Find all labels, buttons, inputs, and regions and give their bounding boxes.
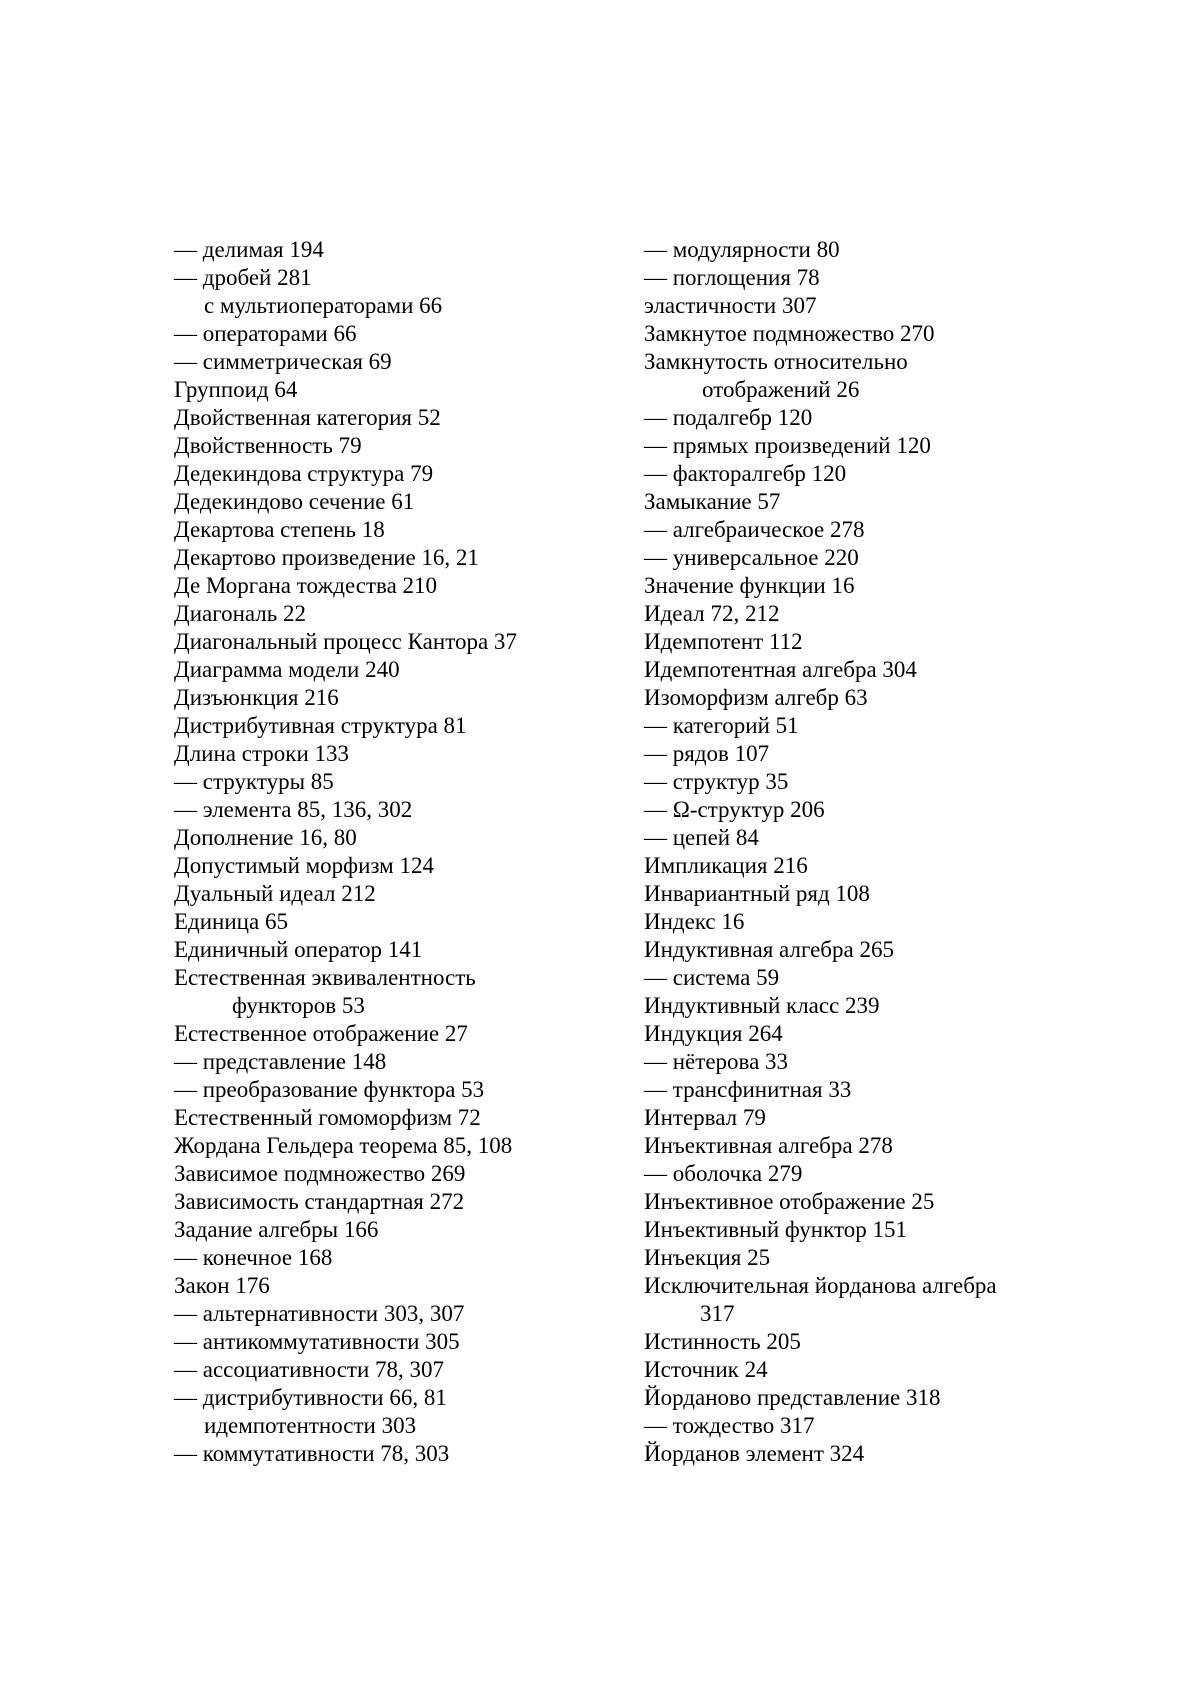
index-entry: отображений 26 — [702, 377, 860, 402]
index-entry: — тождество 317 — [644, 1413, 815, 1438]
index-entry: — рядов 107 — [644, 741, 770, 766]
index-entry: Де Моргана тождества 210 — [174, 573, 438, 598]
index-entry: Длина строки 133 — [174, 741, 350, 766]
index-entry: — ассоциативности 78, 307 — [174, 1357, 445, 1382]
index-entry: — универсальное 220 — [644, 545, 859, 570]
index-entry: — дистрибутивности 66, 81 — [174, 1385, 447, 1410]
index-entry: Идеал 72, 212 — [644, 601, 780, 626]
index-entry: — альтернативности 303, 307 — [174, 1301, 465, 1326]
index-entry: Группоид 64 — [174, 377, 298, 402]
index-entry: Задание алгебры 166 — [174, 1217, 379, 1242]
index-entry: Декартова степень 18 — [174, 517, 385, 542]
index-entry: Декартово произведение 16, 21 — [174, 545, 479, 570]
index-entry: Дедекиндова структура 79 — [174, 461, 434, 486]
index-entry: Значение функции 16 — [644, 573, 855, 598]
index-entry: — антикоммутативности 305 — [174, 1329, 460, 1354]
index-entry: Индуктивный класс 239 — [644, 993, 880, 1018]
index-entry: Жордана Гельдера теорема 85, 108 — [174, 1133, 513, 1158]
index-column-right — [644, 236, 1044, 1468]
index-column-left — [174, 236, 614, 1468]
index-entry: Диаграмма модели 240 — [174, 657, 400, 682]
index-entry: Дизъюнкция 216 — [174, 685, 339, 710]
index-entry: Двойственная категория 52 — [174, 405, 441, 430]
index-entry: Диагональ 22 — [174, 601, 307, 626]
index-entry: Естественный гомоморфизм 72 — [174, 1105, 481, 1130]
index-entry: эластичности 307 — [644, 293, 817, 318]
index-entry: — модулярности 80 — [644, 237, 840, 262]
index-entry: — симметрическая 69 — [174, 349, 392, 374]
index-entry: Интервал 79 — [644, 1105, 766, 1130]
index-entry: Дуальный идеал 212 — [174, 881, 376, 906]
index-entry: — алгебраическое 278 — [644, 517, 865, 542]
index-entry: — факторалгебр 120 — [644, 461, 847, 486]
index-entry: — цепей 84 — [644, 825, 759, 850]
index-entry: Дистрибутивная структура 81 — [174, 713, 467, 738]
index-entry: Идемпотент 112 — [644, 629, 803, 654]
index-entry: Зависимость стандартная 272 — [174, 1189, 465, 1214]
index-entry: — преобразование функтора 53 — [174, 1077, 485, 1102]
index-entry: Импликация 216 — [644, 853, 808, 878]
index-entry: — структуры 85 — [174, 769, 334, 794]
index-entry: Йорданов элемент 324 — [644, 1441, 865, 1466]
index-entry: — оболочка 279 — [644, 1161, 803, 1186]
index-entry: Индуктивная алгебра 265 — [644, 937, 894, 962]
index-entry: Истинность 205 — [644, 1329, 801, 1354]
index-entry: Зависимое подмножество 269 — [174, 1161, 466, 1186]
index-entry: Дополнение 16, 80 — [174, 825, 357, 850]
index-entry: — делимая 194 — [174, 237, 324, 262]
index-entry: Индекс 16 — [644, 909, 745, 934]
index-entry: Инъективный функтор 151 — [644, 1217, 907, 1242]
index-entry: функторов 53 — [232, 993, 365, 1018]
index-entry: Естественная эквивалентность — [174, 965, 476, 990]
index-entry: Инъекция 25 — [644, 1245, 771, 1270]
index-entry: Допустимый морфизм 124 — [174, 853, 434, 878]
index-entry: Инъективная алгебра 278 — [644, 1133, 893, 1158]
index-entry: 317 — [700, 1301, 735, 1326]
index-entry: Идемпотентная алгебра 304 — [644, 657, 917, 682]
index-entry: — операторами 66 — [174, 321, 357, 346]
index-entry: — прямых произведений 120 — [644, 433, 931, 458]
index-entry: Изоморфизм алгебр 63 — [644, 685, 868, 710]
index-entry: Закон 176 — [174, 1273, 270, 1298]
index-entry: Дедекиндово сечение 61 — [174, 489, 415, 514]
index-entry: — система 59 — [644, 965, 780, 990]
index-entry: — коммутативности 78, 303 — [174, 1441, 450, 1466]
index-entry: — категорий 51 — [644, 713, 799, 738]
index-entry: Замкнутое подмножество 270 — [644, 321, 935, 346]
index-entry: Исключительная йорданова алгебра — [644, 1273, 997, 1298]
index-entry: Индукция 264 — [644, 1021, 783, 1046]
index-entry: Двойственность 79 — [174, 433, 362, 458]
index-entry: Инъективное отображение 25 — [644, 1189, 935, 1214]
index-entry: Источник 24 — [644, 1357, 768, 1382]
index-entry: — подалгебр 120 — [644, 405, 813, 430]
index-entry: Единичный оператор 141 — [174, 937, 423, 962]
index-entry: с мультиоператорами 66 — [204, 293, 443, 318]
index-entry: — поглощения 78 — [644, 265, 820, 290]
index-entry: Диагональный процесс Кантора 37 — [174, 629, 517, 654]
index-entry: Инвариантный ряд 108 — [644, 881, 870, 906]
index-entry: — дробей 281 — [174, 265, 312, 290]
index-entry: идемпотентности 303 — [204, 1413, 417, 1438]
index-entry: — представление 148 — [174, 1049, 387, 1074]
index-entry: Замыкание 57 — [644, 489, 781, 514]
index-entry: — элемента 85, 136, 302 — [174, 797, 413, 822]
index-entry: Замкнутость относительно — [644, 349, 908, 374]
index-entry: Естественное отображение 27 — [174, 1021, 468, 1046]
index-entry: — нётерова 33 — [644, 1049, 789, 1074]
index-entry: — конечное 168 — [174, 1245, 333, 1270]
index-entry: Йорданово представление 318 — [644, 1385, 941, 1410]
index-entry: Единица 65 — [174, 909, 288, 934]
index-entry: — структур 35 — [644, 769, 789, 794]
index-entry: — Ω-структур 206 — [644, 797, 825, 822]
index-entry: — трансфинитная 33 — [644, 1077, 852, 1102]
